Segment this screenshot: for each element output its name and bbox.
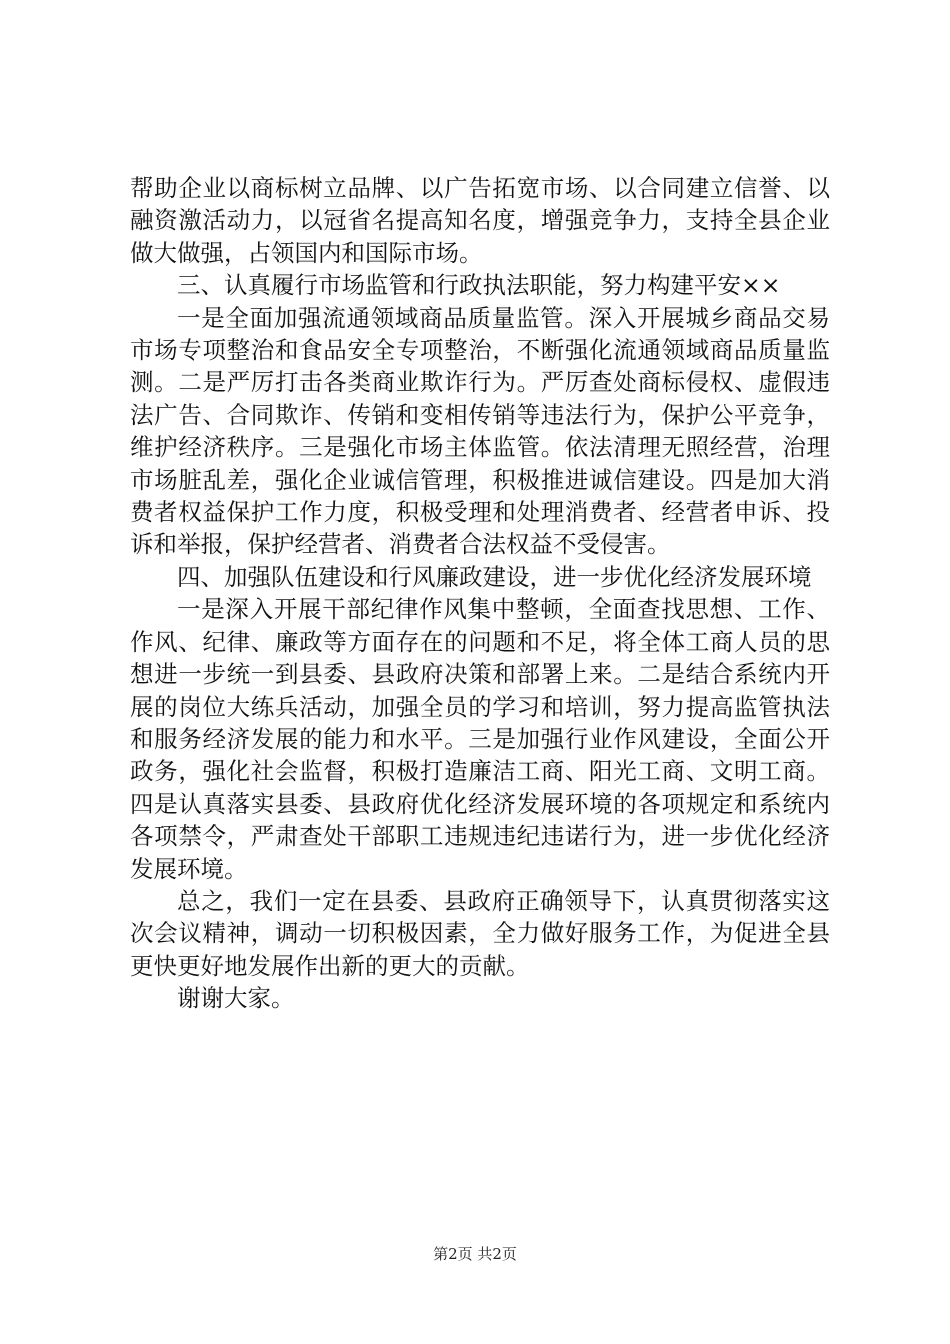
paragraph-1: 帮助企业以商标树立品牌、以广告拓宽市场、以合同建立信誉、以融资激活动力，以冠省名提高知名度，增强竞争力，支持全县企业做大做强，占领国内和国际市场。 xyxy=(130,174,830,267)
paragraph-3: 一是全面加强流通领域商品质量监管。深入开展城乡商品交易市场专项整治和食品安全专项整治，不断强化流通领域商品质量监测。二是严厉打击各类商业欺诈行为。严厉查处商标侵权、虚假违法广告、合同欺诈、传销和变相传销等违法行为，保护公平竞争，维护经济秩序。三是强化市场主体监管。依法清理无照经营，治理市场脏乱差，强化企业诚信管理，积极推进诚信建设。四是加大消费者权益保护工作力度，积极受理和处理消费者、经营者申诉、投诉和举报，保护经营者、消费者合法权益不受侵害。 xyxy=(130,303,830,559)
paragraph-thanks: 谢谢大家。 xyxy=(177,984,295,1013)
paragraph-5: 一是深入开展干部纪律作风集中整顿，全面查找思想、工作、作风、纪律、廉政等方面存在的问题和不足，将全体工商人员的思想进一步统一到县委、县政府决策和部署上来。二是结合系统内开展的岗位大练兵活动，加强全员的学习和培训，努力提高监管执法和服务经济发展的能力和水平。三是加强行业作风建设，全面公开政务，强化社会监督，积极打造廉洁工商、阳光工商、文明工商。四是认真落实县委、县政府优化经济发展环境的各项规定和系统内各项禁令，严肃查处干部职工违规违纪违诺行为，进一步优化经济发展环境。 xyxy=(130,595,830,883)
paragraph-conclusion: 总之，我们一定在县委、县政府正确领导下，认真贯彻落实这次会议精神，调动一切积极因素，全力做好服务工作，为促进全县更快更好地发展作出新的更大的贡献。 xyxy=(130,886,830,980)
document-body xyxy=(130,172,830,1015)
page-number-footer: 第2页 共2页 xyxy=(433,1245,517,1263)
section-heading-3: 三、认真履行市场监管和行政执法职能，努力构建平安×× xyxy=(177,271,781,300)
section-heading-4: 四、加强队伍建设和行风廉政建设，进一步优化经济发展环境 xyxy=(177,562,812,591)
